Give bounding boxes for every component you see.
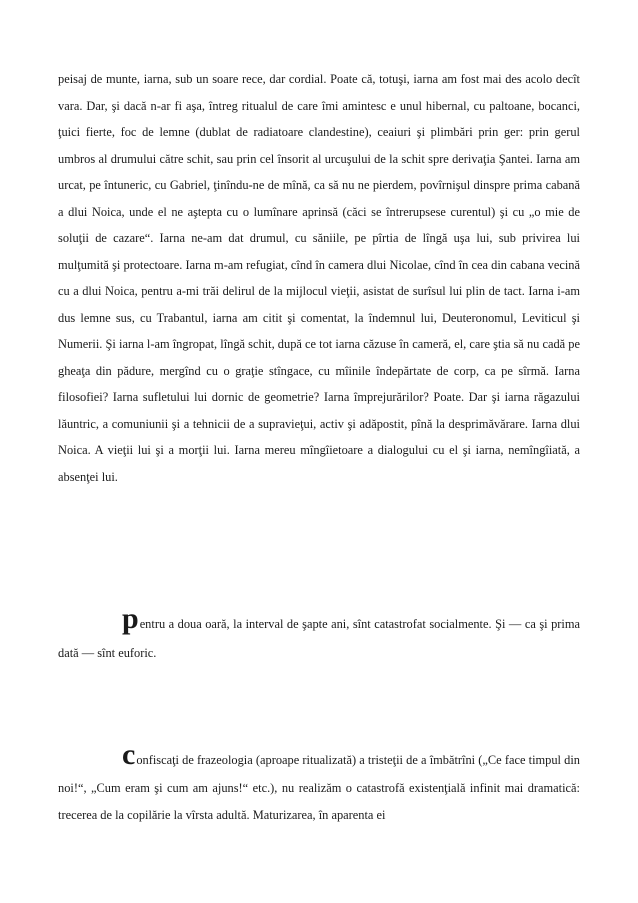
paragraph-winter-memories <box>58 66 580 490</box>
paragraph-text: peisaj de munte, iarna, sub un soare rece, dar cordial. Poate că, totuşi, iarna am fost mai des acolo decît vara. Dar, şi dacă n-ar fi aşa, întreg ritualul de care îmi amintesc e unul hibernal, cu paltoane, bocanci, ţuici fierte, foc de lemne (dublat de radiatoare clandestine), ceaiuri şi plimbări prin ger: prin gerul umbros al drumului către schit, sau prin cel însorit al urcuşului de la schit spre derivaţia Şantei. Iarna am urcat, pe întuneric, cu Gabriel, ţinîndu-ne de mînă, ca să nu ne pierdem, povîrnişul dinspre prima cabană a dlui Noica, unde el ne aştepta cu o lumînare aprinsă (căci se întrerupsese curentul) şi cu „o mie de soluţii de cazare“. Iarna ne-am dat drumul, cu săniile, pe pîrtia de lîngă uşa lui, sub privirea lui mulţumită şi protectoare. Iarna m-am refugiat, cînd în camera dlui Nicolae, cînd în cea din cabana vecină cu a dlui Noica, pentru a-mi trăi delirul de la mijlocul vieţii, asistat de surîsul lui plin de tact. Iarna i-am dus lemne sus, cu Trabantul, iarna am citit şi comentat, la îndemnul lui, Deuteronomul, Leviticul şi Numerii. Şi iarna l-am îngropat, lîngă schit, după ce tot iarna căzuse în cameră, el, care ştia să nu cadă pe gheaţa din pădure, mergînd cu o graţie stîngace, cu mîinile îndepărtate de corp, ca pe sîrmă. Iarna filosofiei? Iarna sufletului lui dornic de geometrie? Iarna împrejurărilor? Poate. Dar şi iarna răgazului lăuntric, a comuniunii şi a tehnicii de a supravieţui, activ şi adăpostit, pînă la desprimăvărare. Iarna dlui Noica. A vieţii lui şi a morţii lui. Iarna mereu mîngîietoare a dialogului cu el şi iarna, nemîngîiată, a absenţei lui. <box>58 72 580 484</box>
paragraph-social-catastrophe <box>58 604 580 668</box>
paragraph-text: onfiscaţi de frazeologia (aproape ritualizată) a tristeţii de a îmbătrîni („Ce face timpul din noi!“, „Cum eram şi cum am ajuns!“ etc.), nu realizăm o catastrofă existenţială infinit mai dramatică: trecerea de la copilărie la vîrsta adultă. Maturizarea, în aparenta ei <box>58 753 580 822</box>
paragraph-aging-phraseology <box>58 740 580 830</box>
dropcap-letter: c <box>122 738 136 771</box>
paragraph-text: entru a doua oară, la interval de şapte ani, sînt catastrofat socialmente. Şi — ca şi prima dată — sînt euforic. <box>58 617 580 660</box>
dropcap-letter: p <box>122 602 139 635</box>
